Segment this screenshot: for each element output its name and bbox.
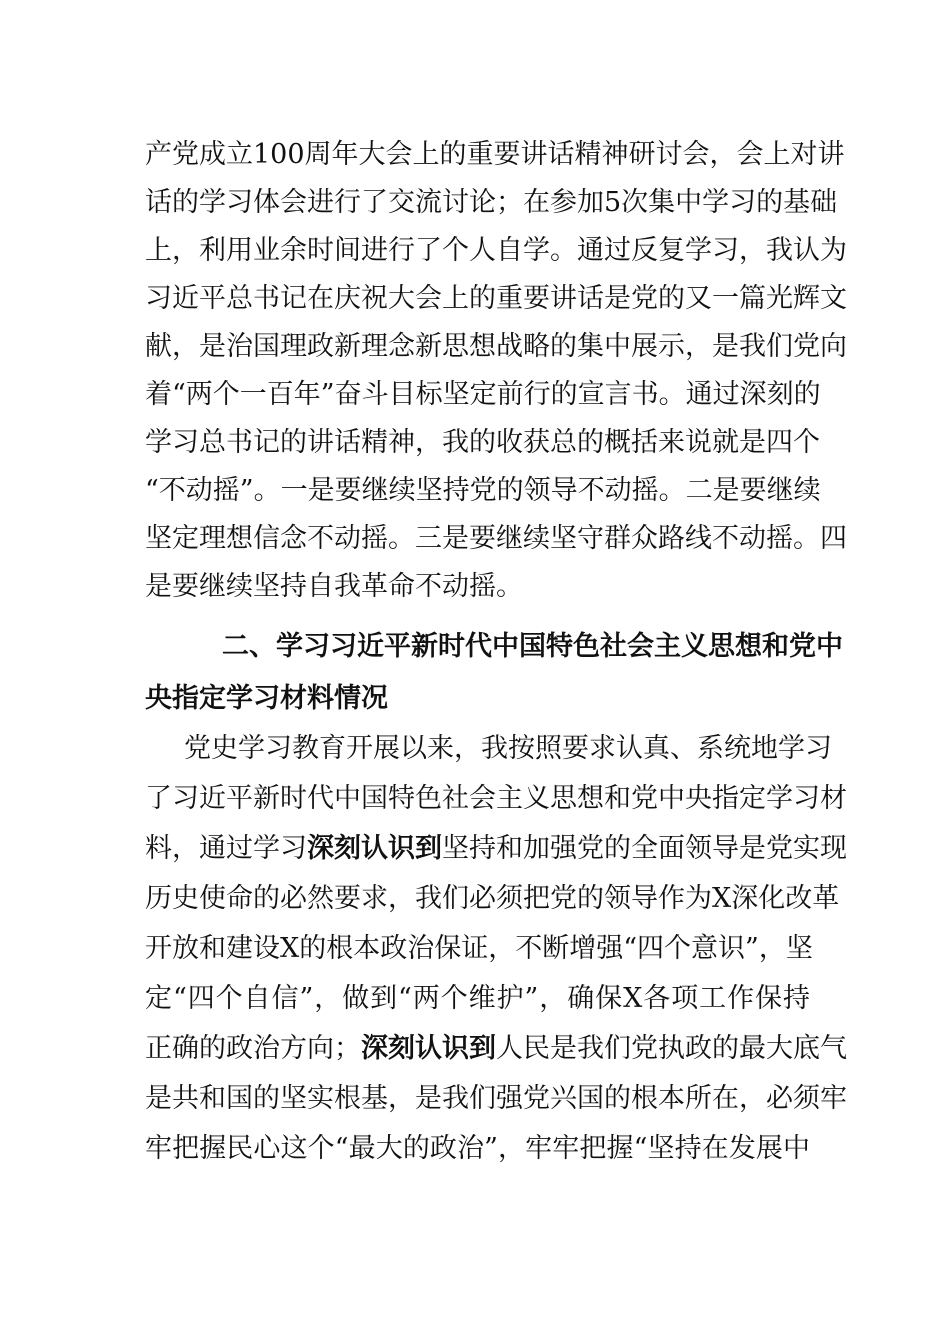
paragraph-2-line-8: 是共和国的坚实根基，是我们强党兴国的根本所在，必须牢 xyxy=(145,1083,847,1114)
paragraph-1-line-8: “不动摇”。一是要继续坚持党的领导不动摇。二是要继续 xyxy=(145,475,821,506)
paragraph-1-line-6: 着“两个一百年”奋斗目标坚定前行的宣言书。通过深刻的 xyxy=(145,379,821,410)
paragraph-1-line-4: 习近平总书记在庆祝大会上的重要讲话是党的又一篇光辉文 xyxy=(145,283,847,314)
paragraph-1-line-7: 学习总书记的讲话精神，我的收获总的概括来说就是四个 xyxy=(145,427,820,458)
paragraph-2-line-3-post: 坚持和加强党的全面领导是党实现 xyxy=(442,833,847,864)
paragraph-2-line-2: 了习近平新时代中国特色社会主义思想和党中央指定学习材 xyxy=(145,783,847,814)
paragraph-2-line-5: 开放和建设X的根本政治保证，不断增强“四个意识”，坚 xyxy=(145,933,813,964)
paragraph-2-line-7-pre: 正确的政治方向； xyxy=(145,1033,361,1064)
section-heading-line-1: 二、学习习近平新时代中国特色社会主义思想和党中 xyxy=(222,631,843,662)
paragraph-2-line-4: 历史使命的必然要求，我们必须把党的领导作为X深化改革 xyxy=(145,883,840,914)
paragraph-2-line-6: 定“四个自信”，做到“两个维护”，确保X各项工作保持 xyxy=(145,983,810,1014)
section-heading-line-2: 央指定学习材料情况 xyxy=(145,683,388,714)
paragraph-2-line-7 xyxy=(145,1024,847,1074)
paragraph-1-line-5: 献，是治国理政新理念新思想战略的集中展示，是我们党向 xyxy=(145,331,847,362)
paragraph-1-line-3: 上，利用业余时间进行了个人自学。通过反复学习，我认为 xyxy=(145,235,847,266)
paragraph-1-line-1: 产党成立100周年大会上的重要讲话精神研讨会，会上对讲 xyxy=(145,139,845,170)
emphasis-text: 深刻认识到 xyxy=(307,833,442,864)
paragraph-2-line-1: 党史学习教育开展以来，我按照要求认真、系统地学习 xyxy=(184,733,832,764)
paragraph-1-line-10: 是要继续坚持自我革命不动摇。 xyxy=(145,571,523,602)
emphasis-text: 深刻认识到 xyxy=(361,1033,496,1064)
paragraph-2-line-3 xyxy=(145,824,847,874)
paragraph-2-line-3-pre: 料，通过学习 xyxy=(145,833,307,864)
paragraph-1-line-9: 坚定理想信念不动摇。三是要继续坚守群众路线不动摇。四 xyxy=(145,523,847,554)
paragraph-1-line-2: 话的学习体会进行了交流讨论；在参加5次集中学习的基础 xyxy=(145,187,838,218)
paragraph-2-line-9: 牢把握民心这个“最大的政治”，牢牢把握“坚持在发展中 xyxy=(145,1133,810,1164)
paragraph-2-line-7-post: 人民是我们党执政的最大底气 xyxy=(496,1033,847,1064)
